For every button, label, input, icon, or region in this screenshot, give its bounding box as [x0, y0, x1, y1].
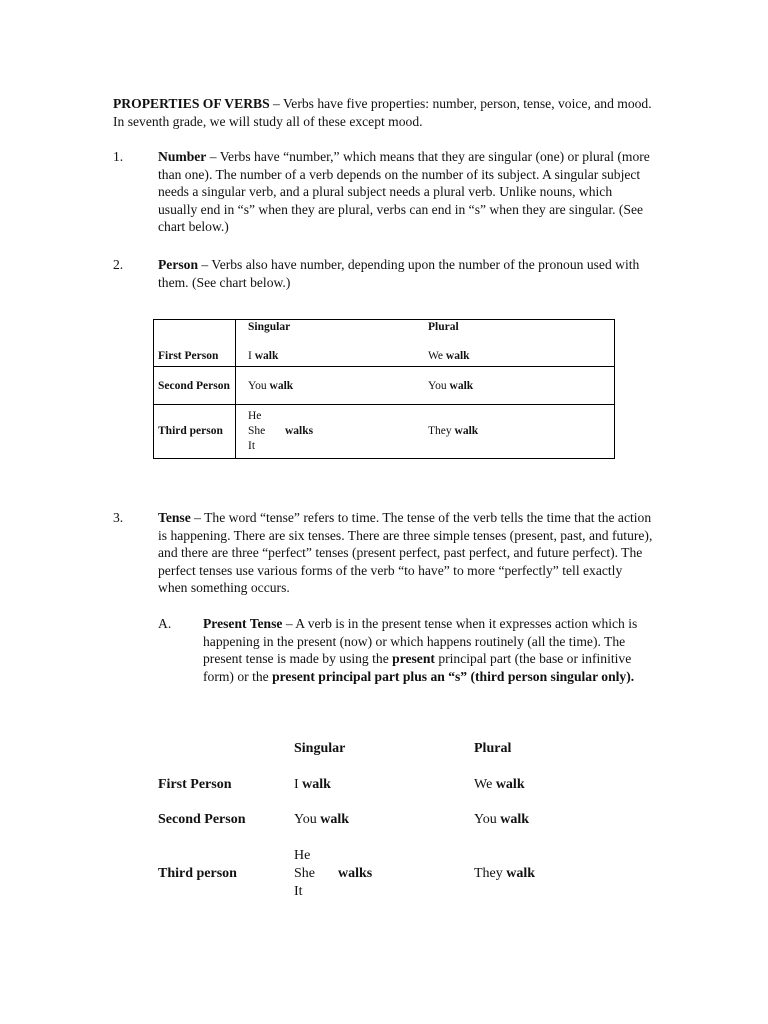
item-text-tense: – The word “tense” refers to time. The tense of the verb tells the time that the action is happening. There are six tenses. There are three simple tenses (present, past, and future), and there are three “perfect” tenses (present perfect, past perfect, and future perfect). The perfect tenses use various forms of the verb “to have” to more “perfectly” tell exactly when something occurs. — [158, 510, 653, 596]
table2-pronoun-he: He — [294, 848, 311, 863]
table2-verb-walks: walks — [338, 866, 373, 881]
table-pronoun-it: It — [248, 440, 256, 452]
table-pronoun-she: She — [248, 425, 266, 437]
table-row-label: Third person — [158, 425, 223, 437]
table-border-left — [153, 319, 154, 459]
table2-cell-plural: You walk — [474, 812, 530, 827]
table2-cell-plural: They walk — [474, 866, 536, 881]
table-border-bottom — [153, 458, 615, 459]
table-border-top — [153, 319, 615, 320]
table2-row-label: Second Person — [158, 812, 246, 827]
table-row-divider — [153, 366, 615, 367]
table-row-label: Second Person — [158, 380, 230, 392]
intro-paragraph — [113, 95, 653, 130]
table-header-singular: Singular — [248, 321, 291, 333]
item-term-person: Person — [158, 257, 199, 272]
item-number-2: 2. — [113, 257, 124, 272]
intro-text: – Verbs have five properties: number, person, tense, voice, and mood. In seventh grade, we will study all of these except mood. — [113, 96, 652, 129]
table2-header-plural: Plural — [474, 741, 512, 756]
intro-heading: PROPERTIES OF VERBS — [113, 96, 270, 111]
table-cell-plural: You walk — [428, 380, 474, 392]
table2-pronoun-she: She — [294, 866, 315, 881]
table-verb-walks: walks — [285, 425, 314, 437]
table-cell-singular: I walk — [248, 350, 279, 362]
table-column-divider — [235, 319, 236, 459]
table-pronoun-he: He — [248, 410, 262, 422]
person-table — [153, 319, 615, 459]
table2-cell-singular: I walk — [294, 777, 331, 792]
item-number-1: 1. — [113, 149, 124, 164]
table2-cell-singular: You walk — [294, 812, 350, 827]
table-cell-plural: We walk — [428, 350, 470, 362]
table2-row-label: Third person — [158, 866, 237, 881]
item-text-number: – Verbs have “number,” which means that they are singular (one) or plural (more than one). The number of a verb depends on the number of its subject. A singular subject needs a singular verb, and a plural subject needs a plural verb. Unlike nouns, which usually end in “s” when they are plural, verbs can end in “s” when they are singular. (See chart below.) — [158, 149, 650, 235]
table2-cell-plural: We walk — [474, 777, 525, 792]
item-tense-paragraph — [158, 509, 653, 597]
item-number-3: 3. — [113, 510, 124, 525]
subitem-letter-a: A. — [158, 616, 172, 631]
table-row-label: First Person — [158, 350, 219, 362]
table-cell-plural: They walk — [428, 425, 479, 437]
table-row-divider — [153, 404, 615, 405]
table-header-plural: Plural — [428, 321, 459, 333]
present-tense-term: Present Tense — [203, 616, 283, 631]
item-number-paragraph — [158, 148, 653, 236]
item-person-paragraph — [158, 256, 653, 291]
item-term-tense: Tense — [158, 510, 191, 525]
table-cell-singular: You walk — [248, 380, 294, 392]
table2-pronoun-it: It — [294, 884, 303, 899]
table2-header-singular: Singular — [294, 741, 346, 756]
table2-row-label: First Person — [158, 777, 232, 792]
present-tense-paragraph: Present Tense – A verb is in the present tense when it expresses action which is happening in the present (now) or which happens routinely (all the time). The present tense is made by using the present principal part (the base or infinitive form) or the present principal part plus an “s” (third person singular only). — [203, 616, 638, 684]
item-text-person: – Verbs also have number, depending upon the number of the pronoun used with them. (See chart below.) — [158, 257, 640, 290]
item-term-number: Number — [158, 149, 207, 164]
table-border-right — [614, 319, 615, 459]
